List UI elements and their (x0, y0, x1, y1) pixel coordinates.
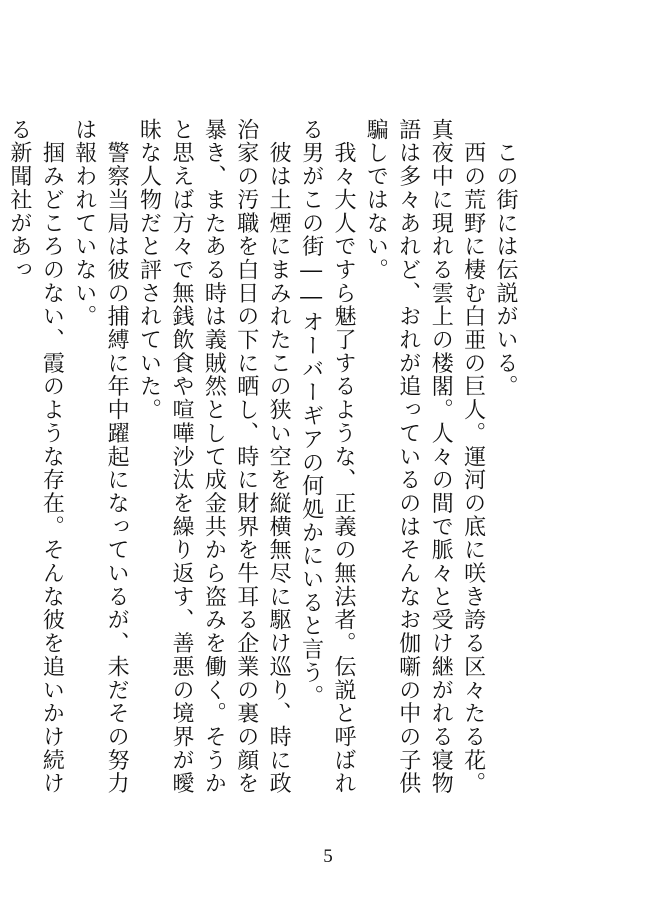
paragraph-1: この街には伝説がいる。 (493, 118, 518, 399)
vertical-text-body (6, 118, 521, 808)
paragraph-4: 彼は土煙にまみれたこの狭い空を縦横無尽に駆け巡り、時に政治家の汚職を白日の下に晒し、時に財界を牛耳る企業の裏の顔を暴き、またある時は義賊然として成金共から盗みを働く。そうかと思えば方々で無銭飲食や喧嘩沙汰を繰り返す、善悪の境界が曖昧な人物だと評されていた。 (136, 118, 292, 796)
paragraph-5: 警察当局は彼の捕縛に年中躍起になっているが、未だその努力は報われていない。 (71, 118, 130, 796)
page-number: 5 (323, 846, 333, 867)
paragraph-3: 我々大人ですら魅了するような、正義の無法者。伝説と呼ばれる男がこの街――オーバーギアの何処かにいると言う。 (298, 118, 356, 796)
paragraph-2: 西の荒野に棲む白亜の巨人。運河の底に咲き誇る区々たる花。真夜中に現れる雲上の楼閣。人々の間で脈々と受け継がれる寝物語は多々あれど、おれが追っているのはそんなお伽噺の中の子供騙しではない。 (363, 118, 486, 796)
paragraph-6: 掴みどころのない、霞のような存在。そんな彼を追いかけ続ける新聞社があっ (6, 118, 65, 796)
